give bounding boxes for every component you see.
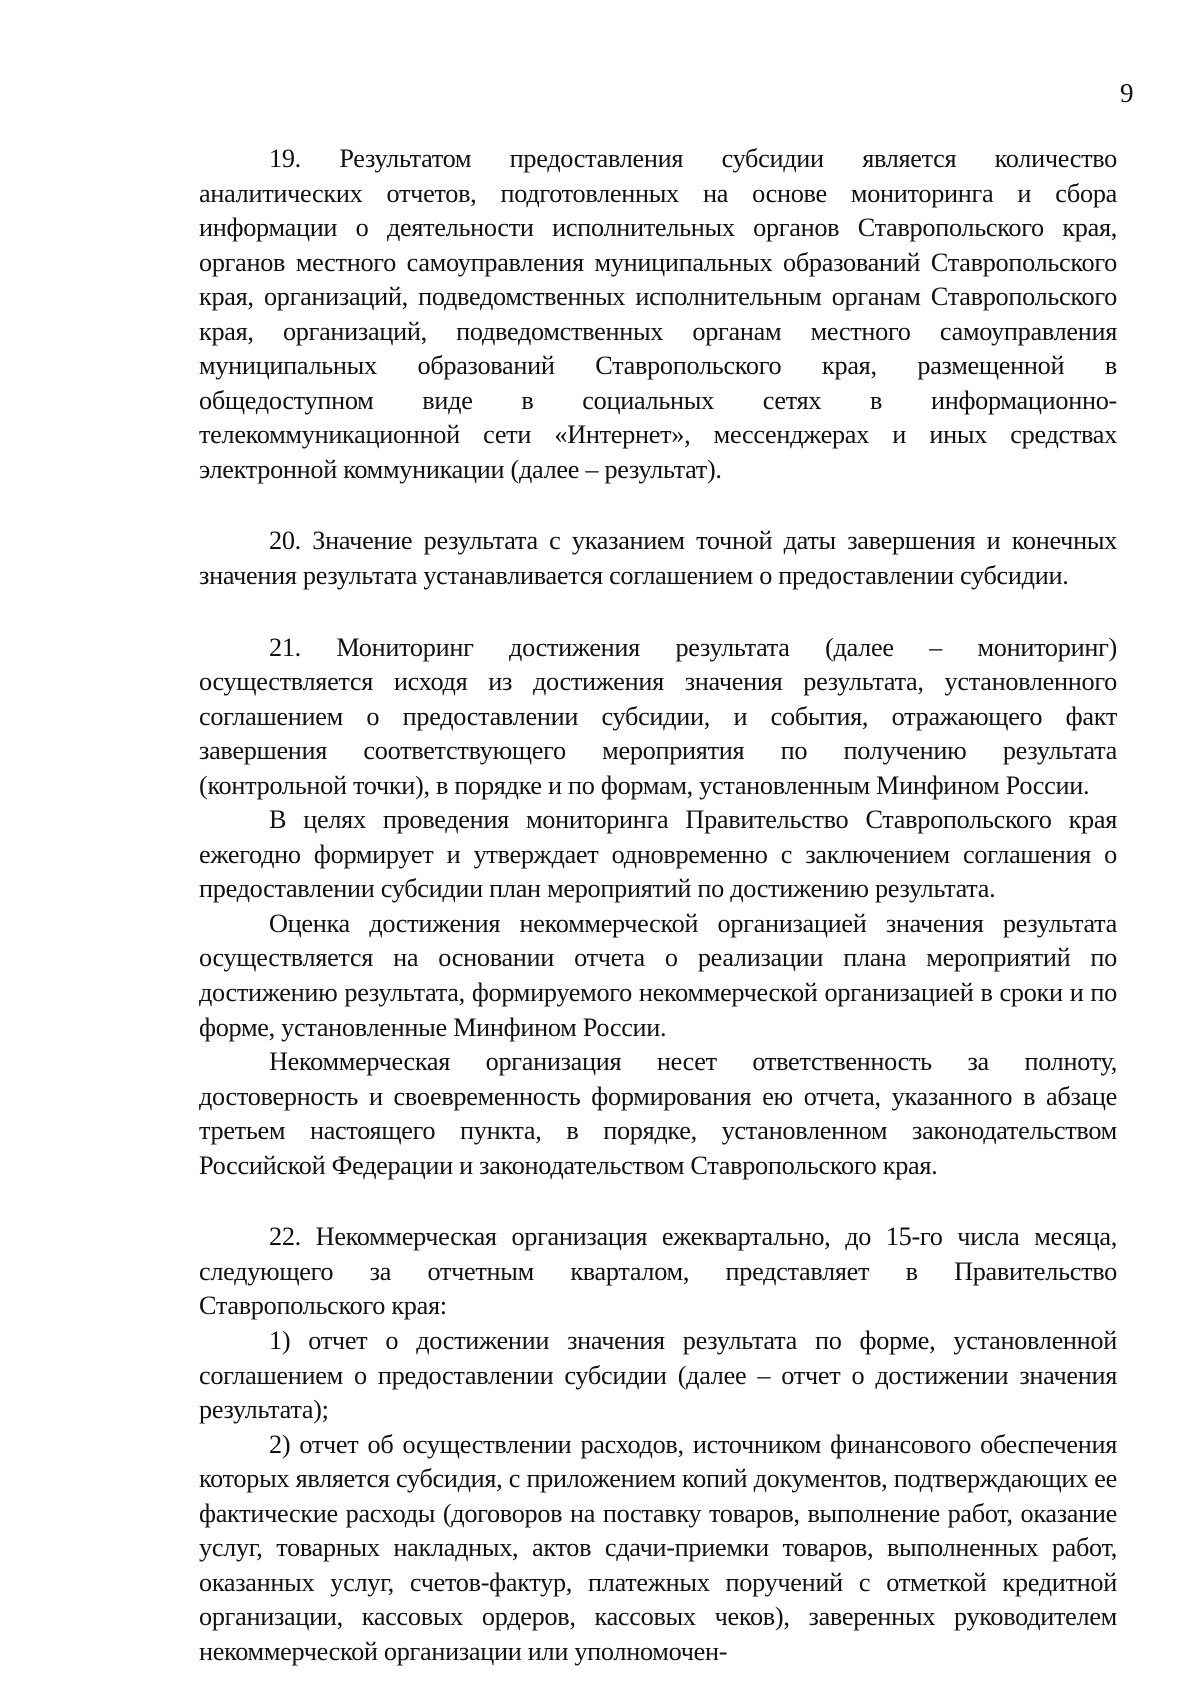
paragraph-21-responsibility: Некоммерческая организация несет ответственность за полноту, достоверность и своевременность формирования ею отчета, указанного в абзаце третьем настоящего пункта, в порядке, установленном законодательством Российской Федерации и законодательством Ставропольского края. (199, 1047, 1117, 1180)
document-body (199, 142, 1117, 1669)
paragraph-19: 19. Результатом предоставления субсидии является количество аналитических отчетов, подготовленных на основе мониторинга и сбора информации о деятельности исполнительных органов Ставропольского края, органов местного самоуправления муниципальных образований Ставропольского края, организаций, подведомственных исполнительным органам Ставропольского края, организаций, подведомственных органам местного самоуправления муниципальных образований Ставропольского края, размещенной в общедоступном виде в социальных сетях в информационно-телекоммуникационной сети «Интернет», мессенджерах и иных средствах электронной коммуникации (далее – результат). (199, 144, 1117, 484)
paragraph-22-item-1: 1) отчет о достижении значения результата по форме, установленной соглашением о предоставлении субсидии (далее – отчет о достижении значения результата); (199, 1325, 1117, 1425)
paragraph-21-assessment: Оценка достижения некоммерческой организацией значения результата осуществляется на основании отчета о реализации плана мероприятий по достижению результата, формируемого некоммерческой организацией в сроки и по форме, установленные Минфином России. (199, 908, 1117, 1042)
page-number: 9 (1120, 78, 1134, 108)
paragraph-22-item-2: 2) отчет об осуществлении расходов, источником финансового обеспечения которых является субсидия, с приложением копий документов, подтверждающих ее фактические расходы (договоров на поставку товаров, выполнение работ, оказание услуг, товарных накладных, актов сдачи-приемки товаров, выполненных работ, оказанных услуг, счетов-фактур, платежных поручений с отметкой кредитной организации, кассовых ордеров, кассовых чеков), заверенных руководителем некоммерческой организации или уполномочен- (199, 1429, 1117, 1666)
paragraph-20: 20. Значение результата с указанием точной даты завершения и конечных значения результата устанавливается соглашением о предоставлении субсидии. (199, 526, 1117, 591)
paragraph-21: 21. Мониторинг достижения результата (далее – мониторинг) осуществляется исходя из достижения значения результата, установленного соглашением о предоставлении субсидии, и события, отражающего факт завершения соответствующего мероприятия по получению результата (контрольной точки), в порядке и по формам, установленным Минфином России. (199, 632, 1117, 800)
paragraph-21-monitoring-plan: В целях проведения мониторинга Правительство Ставропольского края ежегодно формирует и утверждает одновременно с заключением соглашения о предоставлении субсидии план мероприятий по достижению результата. (199, 805, 1117, 904)
paragraph-22: 22. Некоммерческая организация ежеквартально, до 15-го числа месяца, следующего за отчетным кварталом, представляет в Правительство Ставропольского края: (199, 1222, 1117, 1321)
